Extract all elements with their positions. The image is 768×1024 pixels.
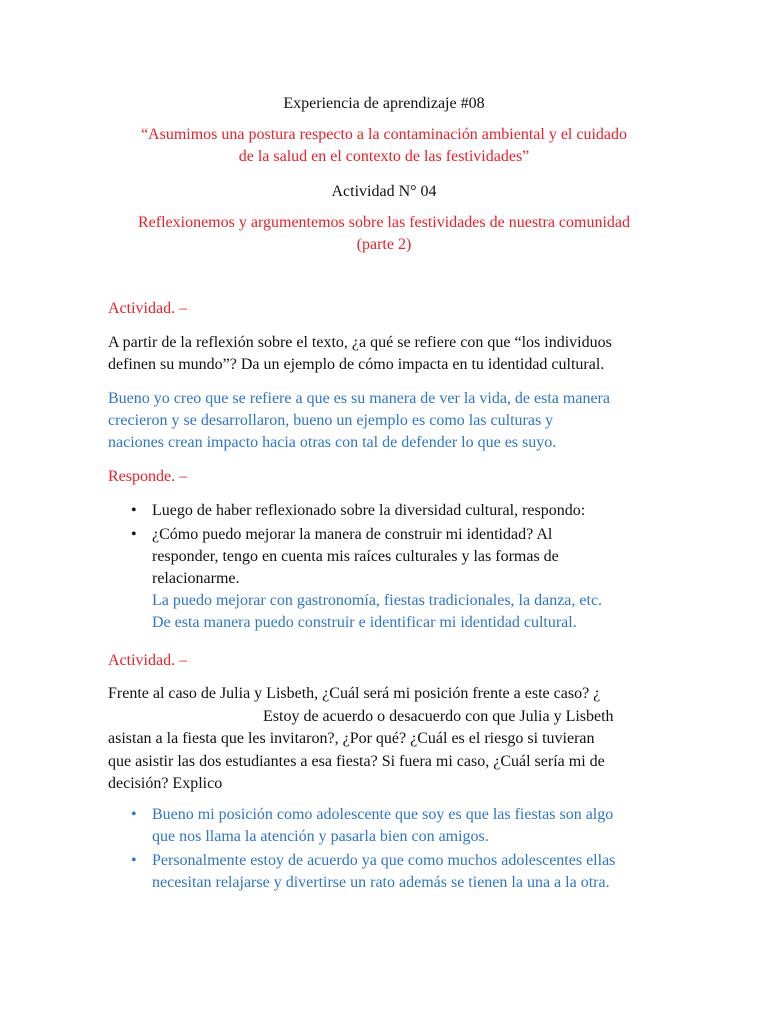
section3-question [108,683,668,796]
bullet-icon: • [131,526,137,543]
list-item [108,500,668,522]
section3-question-line-5: decisión? Explico [108,775,223,792]
section2-item-1: Luego de haber reflexionado sobre la diversidad cultural, respondo: [152,502,586,519]
activity-number [108,181,660,203]
reflection-title-line-2: (parte 2) [356,236,412,253]
section2-item-2-answer-line-2: De esta manera puedo construir e identificar mi identidad cultural. [152,614,577,631]
section1-question [108,332,668,376]
section3-question-line-3: asistan a la fiesta que les invitaron?, ¿Por qué? ¿Cuál es el riesgo si tuvieran [108,730,595,747]
list-item [108,804,668,848]
section3-answer-2-line-2: necesitan relajarse y divertirse un rato además se tienen la una a la otra. [152,874,610,891]
section2-item-2-line-3: relacionarme. [152,570,240,587]
section1-answer-line-1: Bueno yo creo que se refiere a que es su manera de ver la vida, de esta manera [108,390,610,407]
section2-heading [108,466,668,488]
list-item [108,850,668,894]
section1-heading [108,298,668,320]
section2-heading-text: Responde. – [108,468,188,485]
reflection-title-line-1: Reflexionemos y argumentemos sobre las festividades de nuestra comunidad [137,214,631,231]
section3-answer-2-line-1: Personalmente estoy de acuerdo ya que como muchos adolescentes ellas [152,852,616,869]
section2-item-2-answer-line-1: La puedo mejorar con gastronomía, fiestas tradicionales, la danza, etc. [152,592,603,609]
section3-question-line-2: Estoy de acuerdo o desacuerdo con que Julia y Lisbeth [263,707,614,725]
section3-question-line-4: que asistir las dos estudiantes a esa fiesta? Si fuera mi caso, ¿Cuál sería mi de [108,752,605,770]
activity-number-text: Actividad N° 04 [331,183,437,200]
section3-answer-1-line-1: Bueno mi posición como adolescente que soy es que las fiestas son algo [152,806,614,823]
bullet-icon: • [131,852,137,869]
section1-question-line-2: definen su mundo”? Da un ejemplo de cómo impacta en tu identidad cultural. [108,356,605,373]
reflection-title [108,212,660,256]
experience-title [108,93,660,115]
bullet-icon: • [131,502,137,519]
list-item [108,524,668,634]
experience-quote-line-2: de la salud en el contexto de las festividades” [238,148,530,165]
section1-question-line-1: A partir de la reflexión sobre el texto, ¿a qué se refiere con que “los individuos [108,334,612,351]
bullet-icon: • [131,806,137,823]
section3-answer-list [108,804,668,894]
section3-heading-text: Actividad. – [108,652,188,669]
section3-question-line-1: Frente al caso de Julia y Lisbeth, ¿Cuál será mi posición frente a este caso? ¿ [108,685,601,702]
section1-heading-text: Actividad. – [108,300,188,317]
section1-answer-line-3: naciones crean impacto hacia otras con tal de defender lo que es suyo. [108,434,557,451]
section2-item-2-line-2: responder, tengo en cuenta mis raíces culturales y las formas de [152,548,559,565]
section2-bullet-list [108,500,668,634]
section2-item-2-line-1: ¿Cómo puedo mejorar la manera de construir mi identidad? Al [152,526,553,543]
experience-quote-line-1: “Asumimos una postura respecto a la contaminación ambiental y el cuidado [140,126,628,143]
section1-answer-line-2: crecieron y se desarrollaron, bueno un ejemplo es como las culturas y [108,412,554,429]
section1-answer [108,388,668,454]
section3-heading [108,650,668,672]
section3-answer-1-line-2: que nos llama la atención y pasarla bien con amigos. [152,828,489,845]
experience-quote [108,124,660,168]
experience-title-text: Experiencia de aprendizaje #08 [283,95,485,112]
